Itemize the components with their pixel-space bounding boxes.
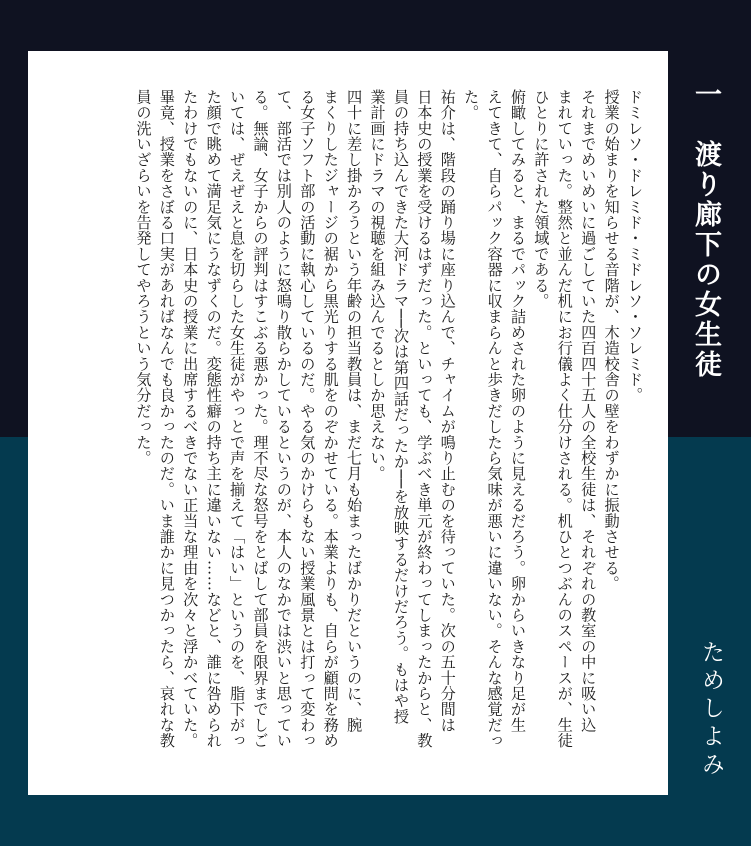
text-line: いては、ぜえぜえと息を切らした女生徒がやっとで声を揃えて「はい」というのを、脂下がっ	[228, 89, 247, 749]
text-line: 日本史の授業を受けるはずだった。といっても、学ぶべき単元が終わってしまったからと、教	[415, 89, 434, 749]
text-page	[28, 51, 668, 795]
text-line: 畢竟、授業をさぼる口実があればなんでも良かったのだ。いま誰かに見つかったら、哀れな教	[157, 89, 176, 749]
text-line: 俯瞰してみると、まるでパック詰めされた卵のように見えるだろう。卵からいきなり足が生	[508, 89, 527, 733]
text-line: 員の持ち込んできた大河ドラマ──次は第四話だったか──を放映するだけだろう。もはや授	[391, 89, 410, 725]
chapter-title: 一 渡り廊下の女生徒	[690, 80, 721, 380]
text-line: る。無論、女子からの評判はすこぶる悪かった。理不尽な怒号をとばして部員を限界までしご	[251, 89, 270, 749]
text-line: たわけでもないのに、日本史の授業に出席するべきでない正当な理由を次々と浮かべていた。	[181, 89, 200, 749]
text-line: えてきて、自らパック容器に収まらんと歩きだしたら気味が悪いに違いない。そんな感覚だっ	[485, 89, 504, 749]
text-line: まくりしたジャージの裾から黒光りする肌をのぞかせている。本業よりも、自らが顧問を務め	[321, 89, 340, 749]
text-line: 業計画にドラマの視聴を組み込んでるとしか思えない。	[368, 89, 387, 482]
author-label: ためしよみ	[698, 640, 724, 780]
text-line: 祐介は、階段の踊り場に座り込んで、チャイムが鳴り止むのを待っていた。次の五十分間は	[438, 89, 457, 733]
text-line: まれていった。整然と並んだ机にお行儀よく仕分けされる。机ひとつぶんのスペースが、生徒	[555, 89, 574, 749]
text-line: て、部活では別人のように怒鳴り散らかしているというのが、本人のなかでは渋いと思ってい	[274, 89, 293, 749]
text-line: た。	[462, 89, 481, 121]
text-line: る女子ソフト部の活動に執心しているのだ。やる気のかけらもない授業風景とは打って変わっ	[298, 89, 317, 749]
text-line: 授業の始まりを知らせる音階が、木造校舎の壁をわずかに振動させる。	[602, 89, 621, 592]
text-line: 四十に差し掛かろうという年齢の担当教員は、まだ七月も始まったばかりだというのに、腕	[345, 89, 364, 733]
body-text	[131, 89, 646, 779]
text-line: ひとりに許された領域である。	[532, 89, 551, 309]
text-line: ドミレソ・ドレミド・ミドレソ・ソレミド。	[626, 89, 644, 403]
text-line: それまでめいめいに過ごしていた四百四十五人の全校生徒は、それぞれの教室の中に吸い込	[579, 89, 598, 733]
text-line: た顔で眺めて満足気にうなずくのだ。変態性癖の持ち主に違いない……などと、誰に咎められ	[204, 89, 223, 749]
text-line: 員の洗いざらいを告発してやろうという気分だった。	[134, 89, 153, 466]
